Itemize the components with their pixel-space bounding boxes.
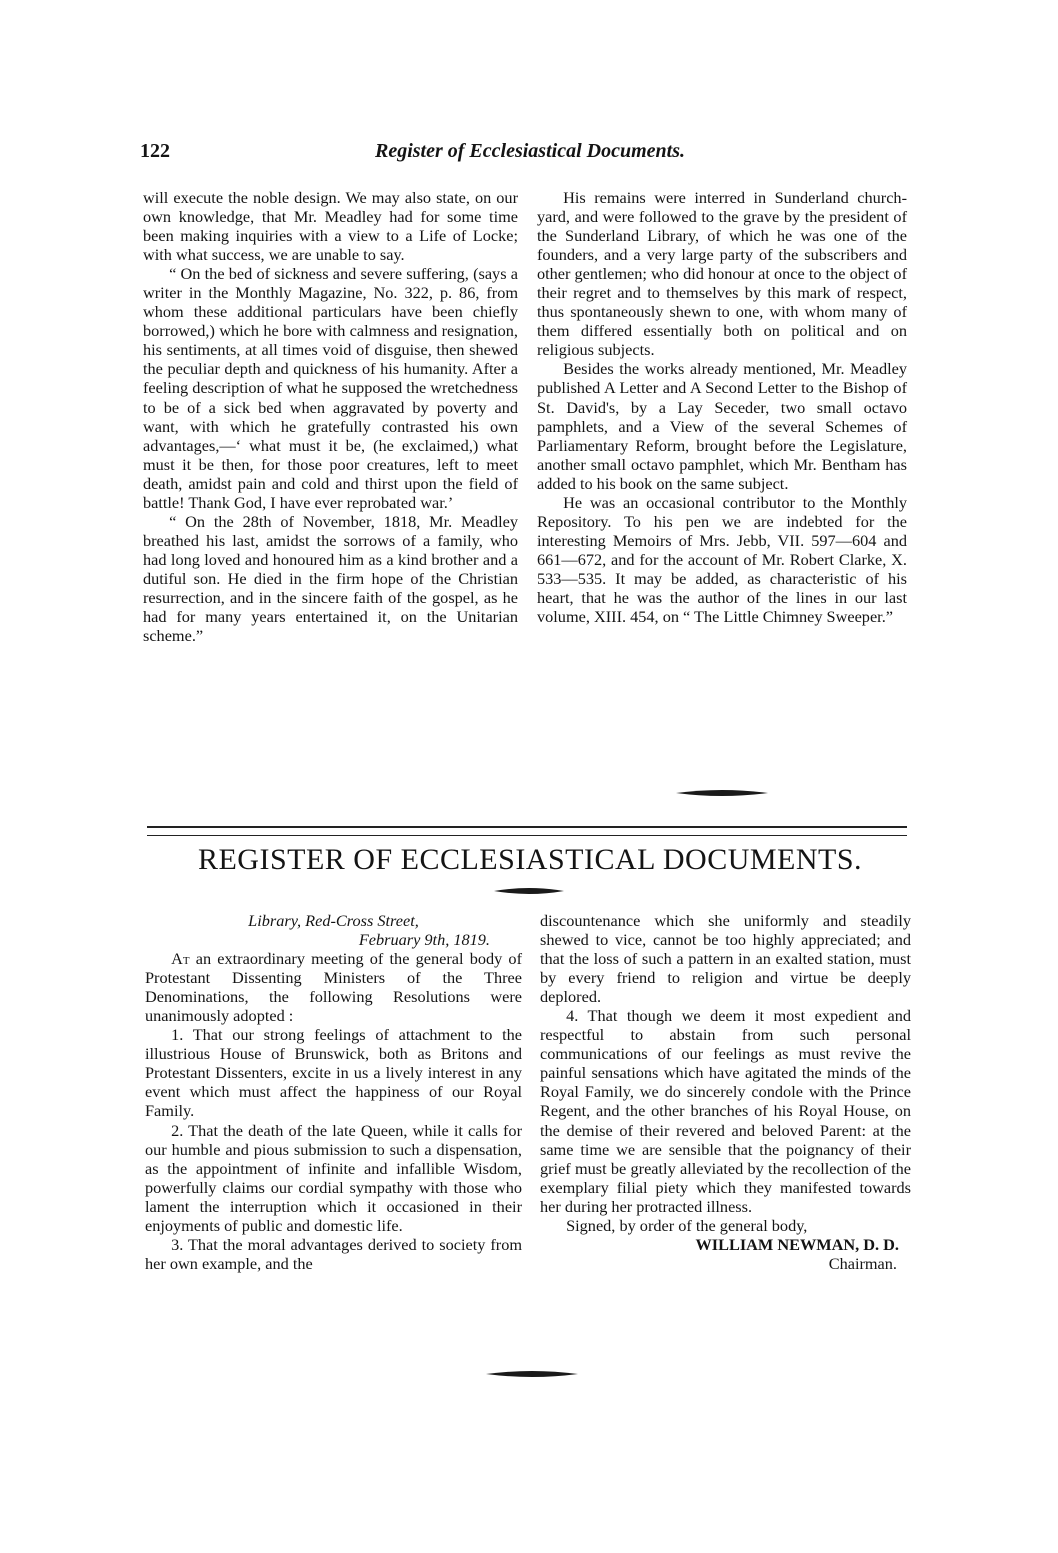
- paragraph: “ On the 28th of November, 1818, Mr. Meadley breathed his last, amidst the sorrows of a family, who had long loved and honoured him as a kind brother and a dutiful son. He died in the firm hope of the Christian resurrection, and in the sincere faith of the gospel, as he had for many years entertained it, on the Unitarian scheme.”: [143, 511, 518, 646]
- resolution-1: 1. That our strong feelings of attachment to the illustrious House of Brunswick, both as Britons and Protestant Dissenters, excite in us a lively interest in any event which must affect the happiness of our Royal Family.: [145, 1025, 522, 1121]
- signer-name: WILLIAM NEWMAN, D. D.: [695, 1234, 899, 1254]
- resolution-2: 2. That the death of the late Queen, while it calls for our humble and pious submission to such a dispensation, as the appointment of infinite and infallible Wisdom, powerfully claims our cordial sympathy with those who lament the interruption which it occasioned in their enjoyments of public and domestic life.: [145, 1120, 522, 1235]
- resolution-3: 3. That the moral advantages derived to society from her own example, and the: [145, 1234, 522, 1273]
- paragraph: He was an occasional contributor to the Monthly Repository. To his pen we are indebted for the interesting Memoirs of Mrs. Jebb, VII. 597—604 and 661—672, and for the account of Mr. Robert Clarke, X. 533—535. It may be added, as characteristic of his heart, that he was the author of the lines in our last volume, XIII. 454, on “ The Little Chimney Sweeper.”: [537, 492, 907, 627]
- resolution-3-continued: discountenance which she uniformly and steadily shewed to vice, cannot be too highly appreciated; and that the loss of such a pattern in an exalted station, must by every friend to religion and virtue be deeply deplored.: [540, 911, 911, 1007]
- paragraph: His remains were interred in Sunderland church-yard, and were followed to the grave by the president of the Sunderland Library, of which he was one of the founders, and a very large party of the subscribers and other gentlemen; who did honour at once to the object of their regret and to themselves by this mark of respect, thus spontaneously shewn to one, with whom many of them differed essentially both on political and on religious subjects.: [537, 188, 907, 360]
- dateline-place: Library, Red-Cross Street,: [248, 911, 419, 930]
- running-head: [140, 140, 920, 170]
- intro-text: an extraordinary meeting of the general body of Protestant Dissenting Ministers of the Three Denominations, the following Resolutions were unanimously adopted :: [145, 949, 522, 1026]
- paragraph: Besides the works already mentioned, Mr. Meadley published A Letter and A Second Letter to the Bishop of St. David's, by a Lay Seceder, two small octavo pamphlets, and a View of the several Schemes of Parliamentary Reform, brought before the Legislature, another small octavo pamphlet, which Mr. Bentham has added to his book on the same subject.: [537, 359, 907, 493]
- ornament-rule-icon: [494, 886, 564, 896]
- dateline-date: February 9th, 1819.: [358, 930, 490, 950]
- column-top-left: [143, 188, 518, 645]
- ornament-rule-icon: [486, 1369, 578, 1379]
- resolution-4: 4. That though we deem it most expedient and respectful to abstain from such personal communications of our feelings as must revive the painful sensations which have agitated the minds of the Royal Family, we do sincerely condole with the Prince Regent, and the other branches of his Royal House, on the demise of their revered and beloved Parent: at the same time we are sensible that the poignancy of their grief must be greatly alleviated by the recollection of the exemplary filial piety which they manifested towards her during her protracted illness.: [540, 1006, 911, 1216]
- running-title: Register of Ecclesiastical Documents.: [375, 140, 685, 162]
- column-top-right: [537, 188, 907, 626]
- page-number: 122: [140, 140, 170, 162]
- intro-lead: At: [171, 949, 190, 969]
- column-bottom-right: [540, 911, 911, 1273]
- section-divider: [147, 826, 907, 836]
- paragraph: will execute the noble design. We may also state, on our own knowledge, that Mr. Meadley had for some time been making inquiries with a view to a Life of Locke; with what success, we are unable to say.: [143, 188, 518, 265]
- paragraph: “ On the bed of sickness and severe suffering, (says a writer in the Monthly Magazine, No. 322, p. 86, from whom these additional particulars have been chiefly borrowed,) which he bore with calmness and resignation, his sentiments, at all times void of disguise, then shewed the peculiar depth and quickness of his humanity. After a feeling description of what he supposed the wretchedness to be of a sick bed when aggravated by poverty and want, with which he gratefully contrasted his own advantages,—‘ what must it be, (he exclaimed,) what must it be then, for those poor creatures, left to meet death, amidst pain and cold and thirst upon the field of battle! Thank God, I have ever reprobated war.’: [143, 264, 518, 512]
- signed-line: Signed, by order of the general body,: [566, 1215, 808, 1235]
- intro-paragraph: [145, 949, 522, 1025]
- signer-title: Chairman.: [828, 1253, 897, 1273]
- ornament-rule-icon: [676, 788, 768, 798]
- column-bottom-left: [145, 911, 522, 1273]
- section-title: REGISTER OF ECCLESIASTICAL DOCUMENTS.: [197, 843, 863, 876]
